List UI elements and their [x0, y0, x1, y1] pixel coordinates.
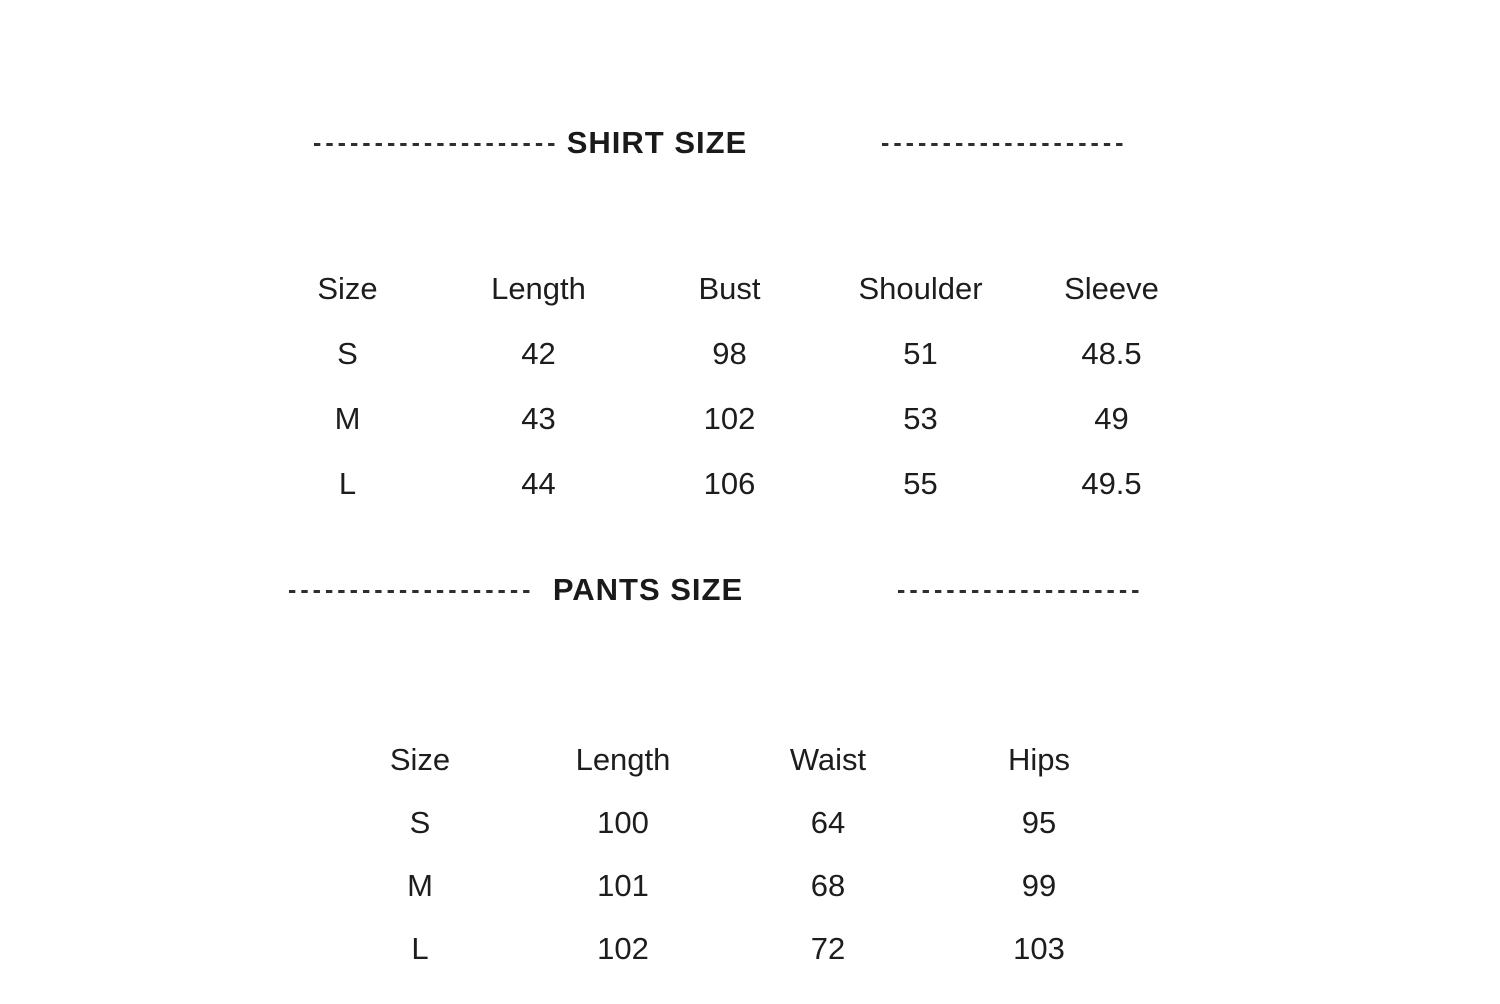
shirt-column-header-shoulder: Shoulder	[858, 270, 983, 306]
shirt-column-header-length: Length	[491, 270, 586, 306]
pants-row-m-hips: 99	[1021, 867, 1057, 903]
pants-row-l-hips: 103	[1013, 930, 1065, 966]
shirt-row-m-sleeve: 49	[1094, 400, 1129, 436]
shirt-row-s-shoulder: 51	[903, 335, 938, 371]
shirt-column-header-bust: Bust	[698, 270, 761, 306]
pants-row-l-size: L	[411, 930, 429, 966]
pants-section-title: PANTS SIZE	[552, 572, 744, 607]
shirt-row-m-shoulder: 53	[903, 400, 938, 436]
shirt-row-m-size: M	[334, 400, 361, 436]
shirt-row-l-bust: 106	[703, 465, 756, 501]
shirt-section-title: SHIRT SIZE	[566, 125, 748, 160]
pants-column-header-waist: Waist	[789, 741, 867, 777]
dashed-separator-left: --------------------	[313, 129, 560, 157]
shirt-row-m-length: 43	[521, 400, 556, 436]
shirt-size-table	[252, 256, 1207, 516]
dashed-separator-right: --------------------	[881, 129, 1128, 157]
pants-column-header-length: Length	[575, 741, 671, 777]
shirt-row-s-size: S	[337, 335, 358, 371]
shirt-row-s-bust: 98	[712, 335, 747, 371]
pants-size-table	[318, 728, 1146, 980]
shirt-row-l-size: L	[338, 465, 357, 501]
pants-row-s-hips: 95	[1021, 804, 1057, 840]
pants-row-l-length: 102	[597, 930, 649, 966]
pants-row-m-waist: 68	[810, 867, 846, 903]
shirt-column-header-size: Size	[317, 270, 378, 306]
shirt-row-m-bust: 102	[703, 400, 756, 436]
pants-column-header-hips: Hips	[1007, 741, 1070, 777]
shirt-row-l-length: 44	[521, 465, 556, 501]
dashed-separator-left: --------------------	[288, 576, 535, 604]
pants-row-s-waist: 64	[810, 804, 846, 840]
pants-row-m-size: M	[407, 867, 433, 903]
shirt-row-s-sleeve: 48.5	[1081, 335, 1142, 371]
dashed-separator-right: --------------------	[897, 576, 1144, 604]
pants-row-l-waist: 72	[810, 930, 846, 966]
pants-row-s-size: S	[409, 804, 431, 840]
shirt-row-l-shoulder: 55	[903, 465, 938, 501]
shirt-row-l-sleeve: 49.5	[1081, 465, 1142, 501]
pants-column-header-size: Size	[389, 741, 451, 777]
shirt-column-header-sleeve: Sleeve	[1064, 270, 1159, 306]
pants-row-s-length: 100	[597, 804, 649, 840]
pants-row-m-length: 101	[597, 867, 649, 903]
shirt-row-s-length: 42	[521, 335, 556, 371]
